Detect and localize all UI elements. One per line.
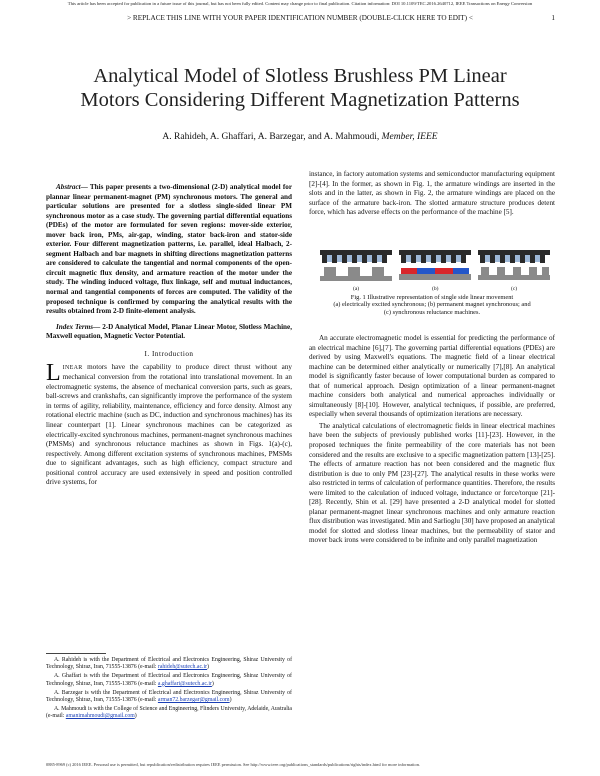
figure-1a-panel xyxy=(320,250,392,281)
figure-1b-panel xyxy=(399,250,471,280)
index-terms-text: 2-D Analytical Model, Planar Linear Motor, Slotless Machine, Maxwell equation, Magnetic Vector Potential. xyxy=(46,322,292,341)
fig1b-magnet-1 xyxy=(401,268,417,274)
index-terms-label: Index Terms xyxy=(56,322,94,331)
caption-line-2: (a) electrically excited synchronous; (b) permanent magnet synchronous; and xyxy=(333,301,531,309)
title-line-1: Analytical Model of Slotless Brushless PM Linear xyxy=(93,65,507,87)
footnote-rule xyxy=(46,653,106,654)
index-terms-dash: — xyxy=(93,322,103,331)
index-terms xyxy=(46,323,292,342)
footnote-4: A. Mahmoudi is with the College of Science and Engineering, Flinders University, Adelaide, Australia (e-mail: amanimahmoudi@gmail.com) xyxy=(46,706,292,720)
fig1-label-b: (b) xyxy=(432,286,439,292)
footnote-3: A. Barzegar is with the Department of Electrical and Electronics Engineering, Shiraz University of Technology, Shiraz, Iran, 71555-13876 (e-mail: arman72.barzegar@gmail.com) xyxy=(46,689,292,704)
footnote-2: A. Ghaffari is with the Department of Electrical and Electronics Engineering, Shiraz University of Technology, Shiraz, Iran, 71555-13876 (e-mail: a.ghaffari@sutech.ac.ir) xyxy=(46,673,292,687)
abstract xyxy=(46,183,292,317)
author-role: Member, IEEE xyxy=(381,132,438,142)
paper-title xyxy=(20,64,580,112)
email-link-3[interactable]: arman72.barzegar@gmail.com xyxy=(157,697,230,704)
figure-1c-panel xyxy=(478,250,550,280)
figure-1-caption xyxy=(309,294,555,316)
figure-1-illustration xyxy=(320,248,550,292)
section-heading-introduction: I. Introduction xyxy=(144,349,194,358)
page-number: 1 xyxy=(551,14,555,22)
right-column-top xyxy=(309,170,555,218)
abstract-text: This paper presents a two-dimensional (2-D) analytical model for plannar linear permanent-magnet (PM) synchronous motors. The general and particular solutions are presented for a slotless single-sided linear PM synchronous motor as a case study. The governing partial differential equations (PDEs) of the motor are formulated for seven regions: mover-side exterior, mover back iron, PMs, air-gap, winding, stator back-iron and stator-side exterior. Four different magnetization patterns, i.e. parallel, ideal Halbach, 2-segment Halbach and bar magnets in shifting directions magnetization patterns are considered to calculate the tangential and normal components of the open-circuit magnetic flux density, and armature reaction of the motor under the study. The winding induced voltage, flux linkage, self and mutual inductances, normal and tangential components of forces are computed. The validity of the proposed technique is confirmed by comparing the analytical results with the results obtained from 2-D finite-element analysis. xyxy=(46,183,292,316)
email-link-1[interactable]: rahideh@sutech.ac.ir xyxy=(157,664,208,671)
title-line-2: Motors Considering Different Magnetization Patterns xyxy=(80,89,520,111)
fig1c-bottom-back-iron xyxy=(478,275,550,280)
intro-smallcaps: INEAR xyxy=(62,364,83,371)
abstract-dash: — xyxy=(80,183,90,191)
fig1c-top-back-iron xyxy=(478,250,550,255)
para-analytical-calculations: The analytical calculations of electromagnetic fields in linear electrical machines have been the subjects of previously published works [11]-[23]. However, in the proposed techniques the finite permeability of the core materials has not been considered and the results are exclusive to a specific magnetization pattern [13]-[25]. The effects of armature reaction has not been considered and the magnetic flux distribution is due to only PM [23]-[27]. The analytical results in these works were also restricted in terms of calculation of performance quantities. Therefore, the results were limited to the calculation of induced voltage, inductance or force/torque [21]-[28]. Recently, Shin et al. [29] have presented a 2-D analytical model for slotted planar permanent-magnet linear synchronous machines and only armature reaction flux distribution was investigated. Min and Sarlioglu [30] have proposed an analytical model for slotted and slotless linear machines, but the permeability of stator and mover back irons were considered to be infinite and only parallel magnetization xyxy=(309,421,555,545)
abstract-label: Abstract xyxy=(56,183,81,191)
fig1b-magnet-2 xyxy=(417,268,435,274)
email-link-2[interactable]: a.ghaffari@sutech.ac.ir xyxy=(157,680,212,687)
caption-line-3: (c) synchronous reluctance machines. xyxy=(383,308,481,316)
drop-cap: L xyxy=(46,359,61,386)
author-list xyxy=(20,132,580,142)
footnote-1: A. Rahideh is with the Department of Electrical and Electronics Engineering, Shiraz University of Technology, Shiraz, Iran, 71555-13876 (e-mail: rahideh@sutech.ac.ir) xyxy=(46,657,292,671)
figure-1 xyxy=(320,248,550,292)
fig1a-top-back-iron xyxy=(320,250,392,255)
intro-paragraph xyxy=(46,359,292,488)
running-head-text: > REPLACE THIS LINE WITH YOUR PAPER IDENTIFICATION NUMBER (DOUBLE-CLICK HERE TO EDIT) < xyxy=(127,14,473,22)
para-continued: instance, in factory automation systems and semiconductor manufacturing equipment [2]-[4]. In the former, as shown in Fig. 1, the armature windings are inserted in the slots and in the latter, as shown in Fig. 2, the armature windings are placed on the surface of the armature back-iron. The slotted armature structure produces detent force, which has adverse effects on the performance of the machine [5]. xyxy=(309,170,555,217)
intro-text: motors have the capability to produce direct thrust without any mechanical conversion from the rotational into translational movement. In an electromagnetic systems, the absence of mechanical conversion parts, such as gears, ball-screws and crankshafts, can significantly improve the performance of the system in terms of agility, reliability, maintenance, efficiency and force density. Almost any rotational electric machine (such as DC, induction and synchronous machines) has its linear counterpart [1]. Linear synchronous machines can be categorized as electrically-excited synchronous machines, permanent-magnet synchronous machines (PMSMs) and synchronous reluctance machines as shown in Figs. 1(a)-(c), respectively. Among different excitation systems of synchronous machines, PMSMs due to significant advantages, such as high efficiency, compact structure and positional control accuracy are used extensively in speed and position controlled drive systems, for xyxy=(46,362,292,487)
fig1a-bottom-back-iron xyxy=(320,276,392,281)
email-link-4[interactable]: amanimahmoudi@gmail.com xyxy=(65,713,135,720)
fig1b-bottom-back-iron xyxy=(399,274,471,280)
caption-line-1: Fig. 1 Illustrative representation of single side linear movement xyxy=(350,294,514,301)
footnotes xyxy=(46,657,292,723)
left-column xyxy=(46,183,292,488)
fig1b-magnet-4 xyxy=(453,268,469,274)
fig1c-bottom-teeth xyxy=(481,267,549,275)
right-column-bottom xyxy=(309,334,555,546)
fig1-label-a: (a) xyxy=(353,286,360,292)
fig1b-top-back-iron xyxy=(399,250,471,255)
fig1b-magnet-3 xyxy=(435,268,453,274)
fig1-label-c: (c) xyxy=(511,286,518,292)
author-names: A. Rahideh, A. Ghaffari, A. Barzegar, and A. Mahmoudi, xyxy=(162,132,382,142)
publication-notice: This article has been accepted for publication in a future issue of this journal, but has not been fully edited. Content may change prior to final publication. Citation information: DOI 10.1109/TEC.2016.2640712, IEEE Transactions on Energy Conversion xyxy=(67,1,533,6)
copyright-footer: 0885-8969 (c) 2016 IEEE. Personal use is permitted, but republication/redistribution requires IEEE permission. See http://www.ieee.org/publications_standards/publications/rights/index.html for more information. xyxy=(46,762,420,767)
fig1a-bottom-poles xyxy=(324,267,384,276)
para-electromagnetic-model: An accurate electromagnetic model is essential for predicting the performance of an electrical machine [6],[7]. The governing partial differential equations (PDEs) are derived by using Maxwell's equations. The magnetic field of a linear electrical machine can be determined either analytically or numerically [7],[8]. An analytical model is significantly faster because of lower computational burden as compared to that of numerical approach. Design optimization of a linear permanent-magnet machine considers both analytical and numerical approaches individually or simultaneously [8]-[10]. However, analytical techniques, if possible, are preferred, especially when several thousands of optimization iterations are necessary. xyxy=(309,334,555,419)
